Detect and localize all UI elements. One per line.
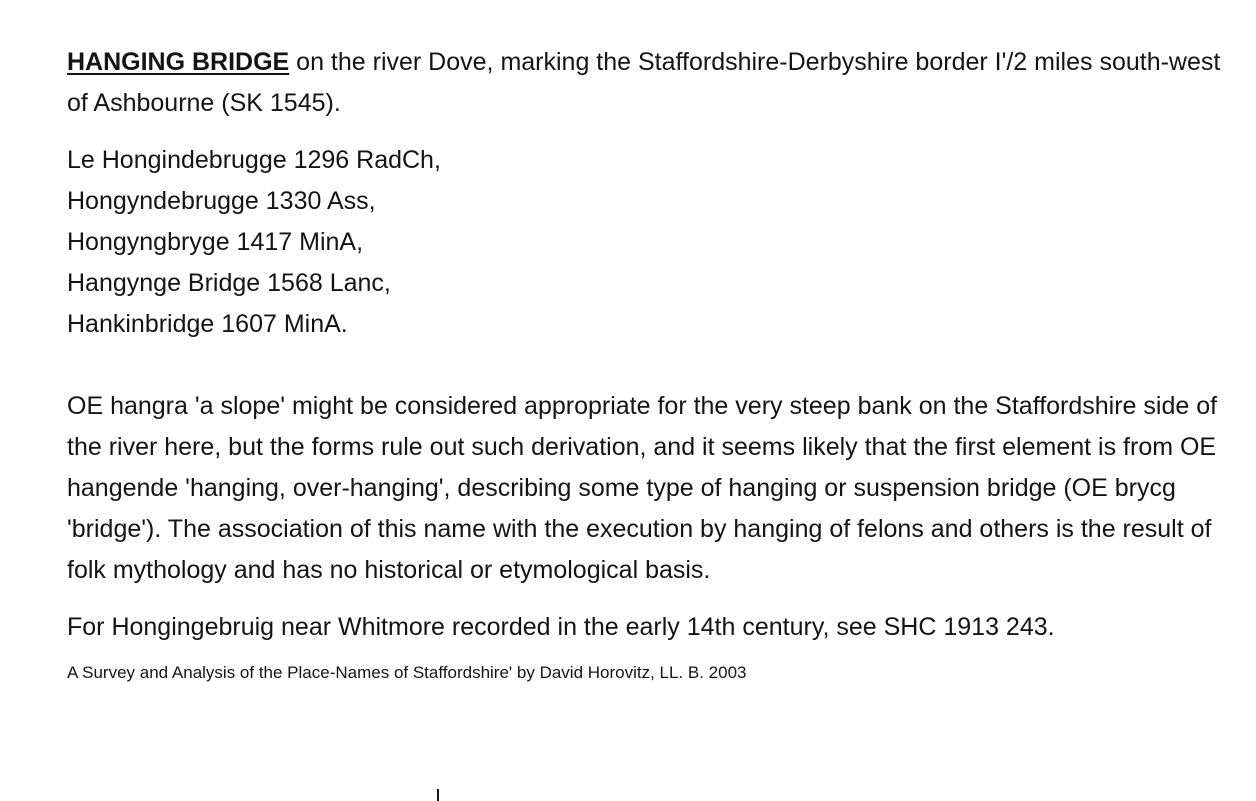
historical-forms-list: [67, 140, 1237, 345]
etymology-paragraph: OE hangra 'a slope' might be considered appropriate for the very steep bank on the Staffordshire side of the river here, but the forms rule out such derivation, and it seems likely that the first element is from OE hangende 'hanging, over-hanging', describing some type of hanging or suspension bridge (OE brycg 'bridge'). The association of this name with the execution by hanging of felons and others is the result of folk mythology and has no historical or etymological basis.: [67, 392, 1218, 584]
citation: A Survey and Analysis of the Place-Names of Staffordshire' by David Horovitz, LL. B. 2003: [67, 663, 747, 682]
historical-form: Hankinbridge 1607 MinA.: [67, 310, 348, 338]
note-paragraph: For Hongingebruig near Whitmore recorded in the early 14th century, see SHC 1913 243.: [67, 613, 1055, 641]
historical-form: Hangynge Bridge 1568 Lanc,: [67, 269, 391, 297]
historical-form: Hongyndebrugge 1330 Ass,: [67, 187, 376, 215]
text-cursor: [437, 789, 439, 801]
entry-intro: on the river Dove, marking the Staffordshire-Derbyshire border I'/2 miles south-west of Ashbourne (SK 1545).: [67, 48, 1221, 117]
entry-heading: HANGING BRIDGE: [67, 48, 290, 76]
historical-form: Le Hongindebrugge 1296 RadCh,: [67, 146, 441, 174]
entry-heading-paragraph: [67, 42, 1237, 124]
historical-form: Hongyngbryge 1417 MinA,: [67, 228, 364, 256]
document-page: [67, 42, 1237, 686]
